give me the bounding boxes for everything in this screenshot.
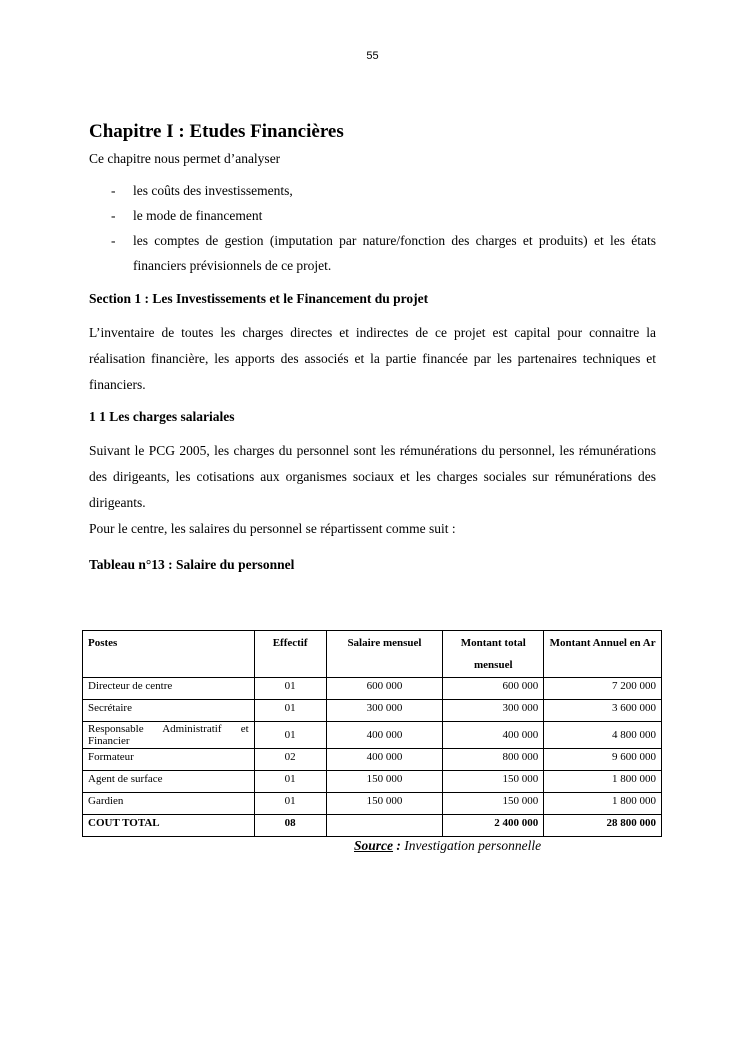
document-body: [89, 118, 656, 576]
total-annuel: 28 800 000: [544, 815, 662, 837]
cell-effectif: 01: [254, 700, 326, 722]
cell-annuel: 1 800 000: [544, 793, 662, 815]
section-paragraph: L’inventaire de toutes les charges directes et indirectes de ce projet est capital pour connaitre la réalisation financière, les apports des associés et la partie financée par les partenaires techniques et financiers.: [89, 325, 656, 392]
cell-total-mensuel: 800 000: [443, 749, 544, 771]
table-row: [83, 749, 662, 771]
bullet-list: [89, 178, 656, 278]
table-row: [83, 722, 662, 749]
bullet-marker: -: [111, 233, 116, 248]
table-row: [83, 678, 662, 700]
cell-salaire: 150 000: [326, 771, 443, 793]
cell-effectif: 02: [254, 749, 326, 771]
list-item-text: les comptes de gestion (imputation par nature/fonction des charges et produits) et les états financiers prévisionnels de ce projet.: [133, 233, 656, 273]
cell-annuel: 3 600 000: [544, 700, 662, 722]
subsection-title: 1 1 Les charges salariales: [89, 409, 235, 424]
table-total-row: [83, 815, 662, 837]
section-title: Section 1 : Les Investissements et le Financement du projet: [89, 291, 429, 306]
cell-poste: Agent de surface: [83, 771, 255, 793]
header-effectif: Effectif: [254, 631, 326, 678]
cell-effectif: 01: [254, 678, 326, 700]
cell-poste: Secrétaire: [83, 700, 255, 722]
cell-salaire: 600 000: [326, 678, 443, 700]
total-label: COUT TOTAL: [83, 815, 255, 837]
total-mensuel: 2 400 000: [443, 815, 544, 837]
cell-annuel: 1 800 000: [544, 771, 662, 793]
total-effectif: 08: [254, 815, 326, 837]
table-title: Tableau n°13 : Salaire du personnel: [89, 557, 295, 572]
cell-total-mensuel: 150 000: [443, 771, 544, 793]
header-montant-annuel: Montant Annuel en Ar: [544, 631, 662, 678]
list-item: [89, 228, 656, 278]
cell-salaire: 300 000: [326, 700, 443, 722]
table-row: [83, 771, 662, 793]
cell-total-mensuel: 400 000: [443, 722, 544, 749]
header-montant-total: Montant total mensuel: [443, 631, 544, 678]
cell-total-mensuel: 300 000: [443, 700, 544, 722]
list-item: [89, 203, 656, 228]
cell-poste: Formateur: [83, 749, 255, 771]
cell-total-mensuel: 600 000: [443, 678, 544, 700]
bullet-marker: -: [111, 208, 116, 223]
header-postes: Postes: [83, 631, 255, 678]
cell-effectif: 01: [254, 722, 326, 749]
intro-text: Ce chapitre nous permet d’analyser: [89, 151, 281, 166]
cell-poste: Gardien: [83, 793, 255, 815]
list-item: [89, 178, 656, 203]
table-header-row: [83, 631, 662, 678]
cell-poste: Directeur de centre: [83, 678, 255, 700]
cell-total-mensuel: 150 000: [443, 793, 544, 815]
salary-table: [82, 630, 662, 837]
cell-annuel: 9 600 000: [544, 749, 662, 771]
source-label: Source: [354, 838, 394, 853]
cell-effectif: 01: [254, 793, 326, 815]
cell-salaire: 150 000: [326, 793, 443, 815]
table-source: [354, 838, 541, 854]
cell-effectif: 01: [254, 771, 326, 793]
header-salaire-mensuel: Salaire mensuel: [326, 631, 443, 678]
source-separator: :: [393, 838, 405, 853]
list-item-text: le mode de financement: [133, 208, 263, 223]
chapter-title: Chapitre I : Etudes Financières: [89, 121, 344, 142]
pcg-paragraph: Suivant le PCG 2005, les charges du personnel sont les rémunérations du personnel, les rémunérations des dirigeants, les cotisations aux organismes sociaux et les charges sociales sur rémunérations des dirigeants.: [89, 443, 656, 510]
cell-poste: Responsable Administratif et Financier: [83, 722, 255, 749]
page-number: 55: [366, 50, 379, 62]
total-salaire: [326, 815, 443, 837]
cell-salaire: 400 000: [326, 749, 443, 771]
cell-annuel: 7 200 000: [544, 678, 662, 700]
cell-salaire: 400 000: [326, 722, 443, 749]
list-item-text: les coûts des investissements,: [133, 183, 293, 198]
cell-annuel: 4 800 000: [544, 722, 662, 749]
table-row: [83, 700, 662, 722]
centre-paragraph: Pour le centre, les salaires du personnel se répartissent comme suit :: [89, 521, 456, 536]
table-row: [83, 793, 662, 815]
bullet-marker: -: [111, 183, 116, 198]
source-text: Investigation personnelle: [404, 838, 542, 853]
